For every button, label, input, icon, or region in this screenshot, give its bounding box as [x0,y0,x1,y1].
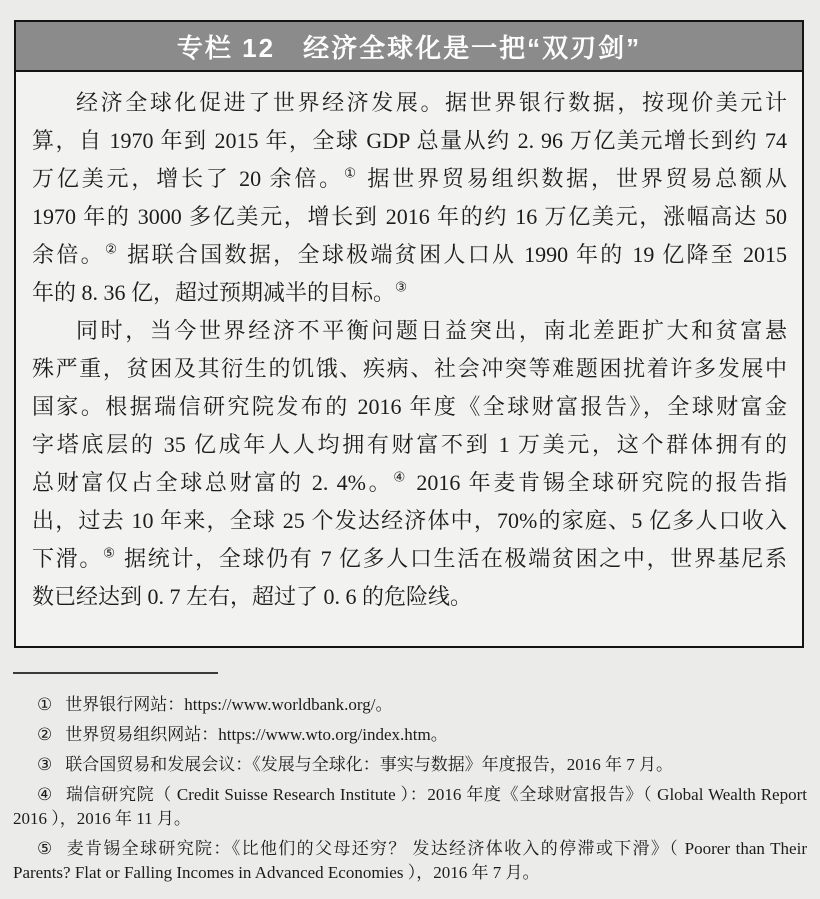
column-box-body [16,72,802,616]
body-text-line: 算，自 1970 年到 2015 年，全球 GDP 总量从约 2. 96 万亿美元增长到约 74 [32,128,787,153]
footnotes-section [13,693,807,891]
column-box [14,20,804,648]
column-box-title: 专栏 12 经济全球化是一把“双刃剑” [176,32,642,63]
body-text-line: 万亿美元，增长了 20 余倍。① 据世界贸易组织数据，世界贸易总额从 [32,165,787,191]
body-text-line: 经济全球化促进了世界经济发展。据世界银行数据，按现价美元计 [76,90,787,115]
body-text-line: 国家。根据瑞信研究院发布的 2016 年度《全球财富报告》，全球财富金 [32,394,787,419]
body-text-line: 殊严重，贫困及其衍生的饥饿、疾病、社会冲突等难题困扰着许多发展中 [32,356,787,381]
footnote-marker: ⑤ [37,839,54,858]
body-text-line: 年的 8. 36 亿，超过预期减半的目标。③ [32,279,408,305]
footnote-text: 世界银行网站：https://www.worldbank.org/。 [65,695,393,714]
body-text-line: 出，过去 10 年来，全球 25 个发达经济体中，70%的家庭、5 亿多人口收入 [32,508,787,533]
footnote-marker: ① [37,695,53,714]
body-text-line: 下滑。⑤ 据统计，全球仍有 7 亿多人口生活在极端贫困之中，世界基尼系 [32,545,787,571]
footnote-item [13,837,807,885]
footnote-text: 世界贸易组织网站：https://www.wto.org/index.htm。 [65,725,448,744]
body-text-line: 余倍。② 据联合国数据，全球极端贫困人口从 1990 年的 19 亿降至 2015 [32,241,787,267]
footnote-marker: ② [37,725,53,744]
column-box-header [16,22,802,72]
footnote-item [13,753,807,777]
body-text-line: 字塔底层的 35 亿成年人人均拥有财富不到 1 万美元，这个群体拥有的 [32,432,787,457]
body-text-line: 1970 年的 3000 多亿美元，增长到 2016 年的约 16 万亿美元，涨幅高达 50 [32,204,787,229]
footnote-text: 联合国贸易和发展会议：《发展与全球化：事实与数据》年度报告，2016 年 7 月。 [65,755,673,774]
body-text-line: 同时，当今世界经济不平衡问题日益突出，南北差距扩大和贫富悬 [76,318,787,343]
footnote-text: 麦肯锡全球研究院：《比他们的父母还穷？ 发达经济体收入的停滞或下滑》（ Poorer than Their Parents? Flat or Falling Incomes in Advanced Economies ），2016 年 7 月。 [13,839,807,882]
footnote-separator-rule [13,672,218,674]
footnote-item [13,723,807,747]
footnote-item [13,783,807,831]
footnote-marker: ③ [37,755,53,774]
body-text-line: 总财富仅占全球总财富的 2. 4%。④ 2016 年麦肯锡全球研究院的报告指 [32,469,787,495]
footnote-item [13,693,807,717]
footnote-text: 瑞信研究院（ Credit Suisse Research Institute ）：2016 年度《全球财富报告》（ Global Wealth Report 2016 ），2016 年 11 月。 [13,785,807,828]
footnote-marker: ④ [37,785,53,804]
body-text-line: 数已经达到 0. 7 左右，超过了 0. 6 的危险线。 [32,584,473,609]
